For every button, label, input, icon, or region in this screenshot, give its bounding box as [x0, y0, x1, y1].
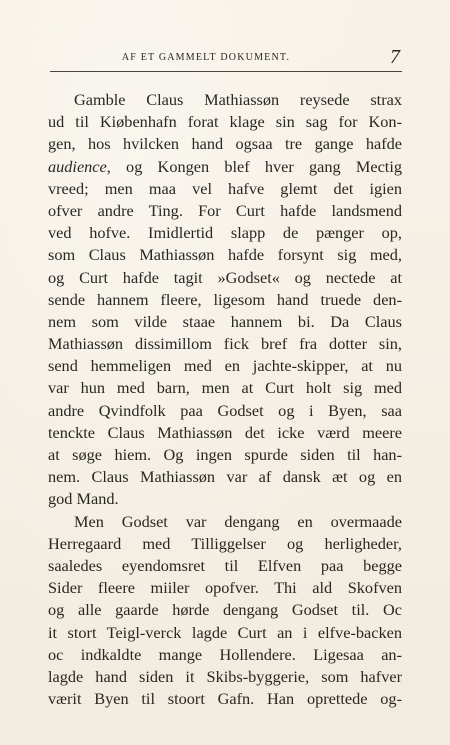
text-line: som Claus Mathiassøn hafde forsynt sig med,	[48, 245, 402, 265]
text-line: og alle gaarde hørde dengang Godset til. Oc	[48, 600, 402, 620]
text-line: ud til Kiøbenhafn forat klage sin sag for Kon-	[48, 112, 402, 132]
text-line: it stort Teigl-verck lagde Curt an i elfve-backen	[48, 622, 402, 642]
text-line: sende hannem fleere, ligesom hand truede den-	[48, 289, 402, 309]
text-line: var hun med barn, men at Curt holt sig med	[48, 378, 402, 398]
text-line: Sider fleere miiler opofver. Thi ald Skofven	[48, 578, 402, 598]
page-number: 7	[390, 46, 400, 68]
text-line: andre Qvindfolk paa Godset og i Byen, saa	[48, 400, 402, 420]
text-line: nem. Claus Mathiassøn var af dansk æt og en	[48, 467, 402, 487]
text-line: god Mand.	[48, 489, 119, 509]
page-header	[50, 46, 402, 70]
text-line: tenckte Claus Mathiassøn det icke værd meere	[48, 422, 402, 442]
text-line-with-italic: audience, og Kongen blef hver gang Mectig	[48, 156, 402, 176]
text-line: Herregaard med Tilliggelser og herligheder,	[48, 533, 402, 553]
text-line: at søge hiem. Og ingen spurde siden til han-	[48, 445, 402, 464]
text-line: ved hofve. Imidlertid slapp de pænger op,	[48, 223, 402, 243]
text-line: og Curt hafde tagit »Godset« og nectede at	[48, 267, 402, 287]
body-text	[48, 89, 402, 710]
text-line: ofver andre Ting. For Curt hafde landsmend	[48, 200, 402, 220]
text-line: gen, hos hvilcken hand ogsaa tre gange hafde	[48, 134, 402, 154]
text-line: saaledes eyendomsret til Elfven paa begge	[48, 555, 402, 575]
italic-word: audience	[48, 156, 107, 176]
text-line: Mathiassøn dissimillom fick bref fra dotter sin,	[48, 334, 402, 354]
text-line: Gamble Claus Mathiassøn reysede strax	[74, 90, 402, 109]
text-line: send hemmeligen med en jachte-skipper, at nu	[48, 356, 402, 376]
text-line: oc indkaldte mange Hollendere. Ligesaa an-	[48, 644, 402, 664]
header-rule	[50, 71, 402, 72]
text-line: lagde hand siden it Skibs-byggerie, som hafver	[48, 666, 402, 686]
text-line: nem som vilde staae hannem bi. Da Claus	[48, 311, 402, 331]
text-line: vreed; men maa vel hafve glemt det igien	[48, 178, 402, 198]
text-line: Men Godset var dengang en overmaade	[74, 511, 402, 531]
running-title: AF ET GAMMELT DOKUMENT.	[121, 52, 291, 63]
text-line: værit Byen til stoort Gafn. Han oprettede og-	[48, 689, 402, 709]
